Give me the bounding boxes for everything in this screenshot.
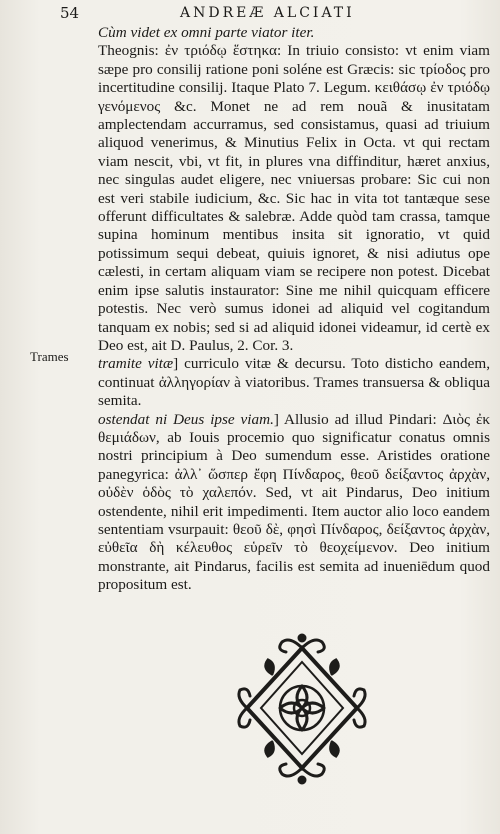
running-head xyxy=(60,4,488,24)
fleuron-ornament-icon xyxy=(232,628,372,788)
commentary-paragraph xyxy=(98,42,490,355)
lemma-inline: tramite vitæ xyxy=(98,355,174,373)
page-number: 54 xyxy=(60,4,80,22)
running-title: ANDREÆ ALCIATI xyxy=(180,5,355,21)
commentary-paragraph xyxy=(98,355,490,410)
paragraph-text: Theognis: ἐν τριόδῳ ἕστηκα: In triuio consisto: vt enim viam sæpe pro consilij ratione poni soléne est Græcis: sic τρίοδος pro incertitudine consilij. Itaque Plato 7. Legum. κειθάσῳ ἐν τριόδῳ γενόμενος &c. Monet ne ad rem nouã & inusitatam amplectendam accurramus, sed consistamus, quasi ad triuium aliquod venerimus, & Minutius Felix in Octa. vt qui rectam viam nescit, vbi, vt fit, in plures vna diffinditur, hæret anxius, nec singulas audet eligere, nec vniuersas probare: Sic cui non est veri stabile iudicium, &c. Sic hac in vita tot tantæque sese offerunt difficultates & salebræ. Adde quòd tam crassa, tamque supina hominum mentibus insita sit ignoratio, vt quid potissimum sequi debeat, quiuis ignoret, & nisi adiutus ope cælesti, in certam aliquam viam se recipere non potest. Dicebat enim ipse salutis instaurator: Sine me nihil quicquam efficere potestis. Nec verò sumus idonei ad aliquid vel cogitandum tanquam ex nobis; sed si ad aliquid idonei videamur, id certè ex Deo est, ait D. Paulus, 2. Cor. 3. xyxy=(98,42,490,354)
commentary-text xyxy=(98,24,490,595)
commentary-paragraph xyxy=(98,411,490,595)
lemma-inline: ostendat ni Deus ipse viam. xyxy=(98,410,274,428)
lemma-heading: Cùm videt ex omni parte viator iter. xyxy=(98,24,315,41)
paragraph-text: ] curriculo vitæ & decursu. Toto disticho eandem, continuat ἀλληγορίαν à viatoribus. Trames transuersa & obliqua semita. xyxy=(98,355,490,410)
paragraph-text: ] Allusio ad illud Pindari: Διὸς ἐκ θεμιάδων, ab Iouis procemio quo significatur conatus omnis nostri principium à Deo sumendum esse. Aristides oratione panegyrica: ἀλλ᾽ ὥσπερ ἔφη Πίνδαρος, θεοῦ δείξαντος ἀρχὰν, οὐδὲν ὁδὸς τὸ χαλεπόν. Sed, vt ait Pindarus, Deo initium ostendente, nihil erit impedimenti. Item auctor alio loco eandem sententiam vsurpauit: θεοῦ δὲ, φησὶ Πίνδαρος, δείξαντος ἀρχὰν, εὐθεῖα δὴ κέλευθος εὑρεῖν τὸ θεοχείμενον. Deo initium monstrante, ait Pindarus, facilis est semita ad inueniēdum quod propositum est. xyxy=(98,410,490,594)
margin-note: Trames xyxy=(30,349,69,364)
